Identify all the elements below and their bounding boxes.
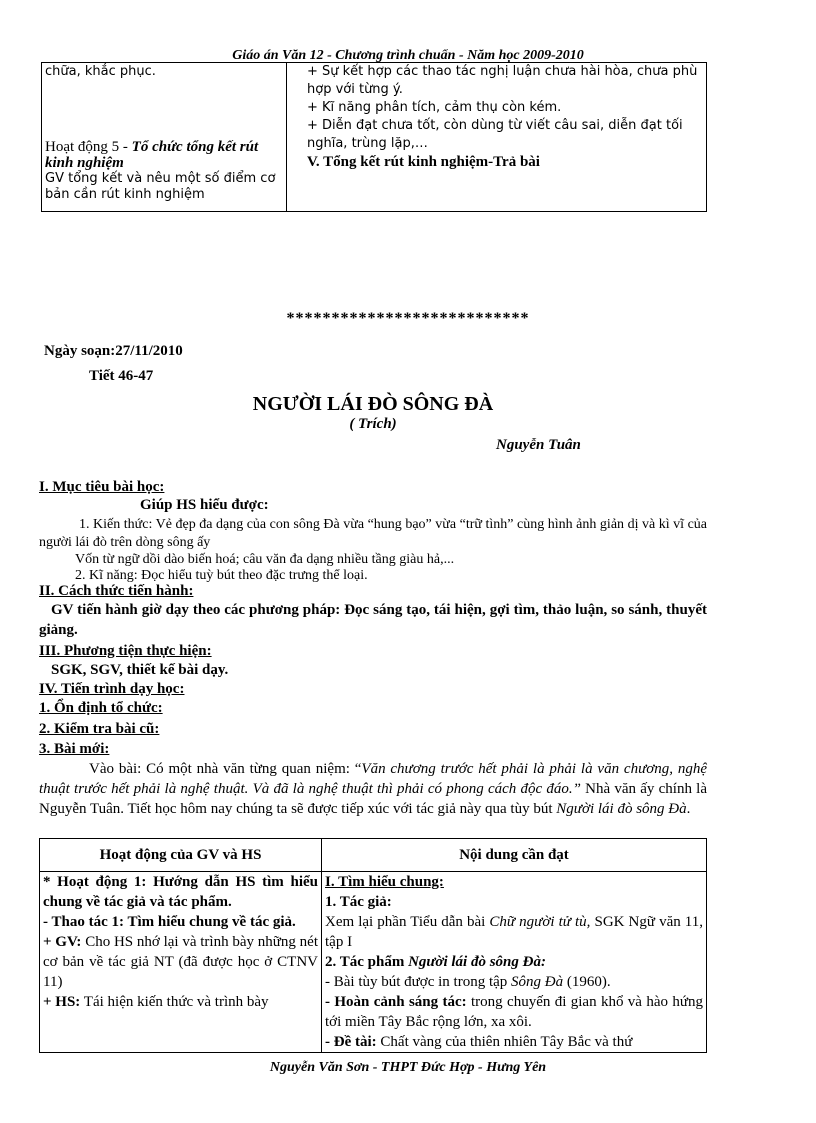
top-table-left-cell (42, 63, 287, 212)
activity-5-prefix: Hoạt động 5 - (45, 139, 132, 155)
preparation-date: Ngày soạn:27/11/2010 (44, 343, 183, 359)
section-ii-heading: II. Cách thức tiến hành: (39, 583, 194, 599)
section-i-heading: I. Mục tiêu bài học: (39, 479, 165, 495)
work-theme: - Đề tài: Chất vàng của thiên nhiên Tây Bắc và thứ (325, 1034, 633, 1050)
materials-text: SGK, SGV, thiết kế bài dạy. (51, 662, 229, 678)
lesson-title: NGƯỜI LÁI ĐÒ SÔNG ĐÀ (252, 393, 494, 415)
activity-5-heading (45, 139, 283, 171)
assessment-line-2: + Kĩ năng phân tích, cảm thụ còn kém. (307, 100, 562, 115)
lesson-introduction: Vào bài: Có một nhà văn từng quan niệm: “Văn chương trước hết phải là phải là văn chương, nghệ thuật trước hết phải là nghệ thuật. Và đã là nghệ thuật thì phải có phong cách độc đáo.” Nhà văn ấy chính là Nguyễn Tuân. Tiết học hôm nay chúng ta sẽ được tiếp xúc với tác giả này qua tùy bút Người lái đò sông Đà. (39, 761, 707, 817)
hs-instruction: + HS: Tái hiện kiến thức và trình bày (43, 994, 269, 1010)
author-text: Xem lại phần Tiểu dẫn bài Chữ người tử tù, SGK Ngữ văn 11, tập I (325, 914, 703, 950)
top-left-text: chữa, khắc phục. (45, 64, 156, 79)
writer-quote: Văn chương trước hết phải là phải là văn chương, nghệ thuật trước hết phải là nghệ thuật. Và đã là nghệ thuật thì phải có phong cách độc đáo.” (39, 761, 707, 797)
method-text: GV tiến hành giờ dạy theo các phương pháp: Đọc sáng tạo, tái hiện, gợi tìm, thảo luận, so sánh, thuyết giảng. (39, 602, 707, 638)
work-title: Người lái đò sông Đà (556, 801, 687, 817)
objectives-intro: Giúp HS hiểu được: (140, 497, 269, 513)
activity-1: * Hoạt động 1: Hướng dẫn HS tìm hiểu chung về tác giả và tác phẩm. (43, 874, 318, 910)
objective-skill: 2. Kĩ năng: Đọc hiểu tuỳ bút theo đặc trưng thể loại. (75, 568, 368, 583)
step-3: 3. Bài mới: (39, 741, 110, 757)
lesson-period: Tiết 46-47 (89, 368, 154, 384)
objective-language: Vốn từ ngữ dồi dào biến hoá; câu văn đa dạng nhiều tầng giàu hả,... (75, 552, 455, 567)
activity-table (39, 838, 707, 1053)
content-heading: I. Tìm hiểu chung: (325, 874, 444, 890)
content-cell (322, 872, 707, 1053)
top-table-right-cell (287, 63, 707, 212)
section-iii-heading: III. Phương tiện thực hiện: (39, 643, 212, 659)
step-1: 1. Ổn định tổ chức: (39, 700, 163, 716)
work-heading: 2. Tác phẩm Người lái đò sông Đà: (325, 954, 546, 970)
lesson-author: Nguyễn Tuân (496, 437, 581, 453)
author-heading: 1. Tác giả: (325, 894, 392, 910)
section-v-heading: V. Tổng kết rút kinh nghiệm-Trả bài (307, 154, 540, 170)
lesson-subtitle: ( Trích) (349, 416, 397, 432)
activity-5-desc: GV tổng kết và nêu một số điểm cơ bản cần rút kinh nghiệm (45, 171, 276, 202)
objective-knowledge: 1. Kiến thức: Vẻ đẹp đa dạng của con sông Đà vừa “hung bạo” vừa “trữ tình” cùng hình ảnh giản dị và kì vĩ của người lái đò trên dòng sông ấy (39, 517, 707, 550)
activity-5-title: Tổ chức tổng kết rút kinh nghiệm (45, 139, 259, 171)
step-2: 2. Kiểm tra bài cũ: (39, 721, 160, 737)
column-header-content: Nội dung cần đạt (322, 839, 707, 872)
page-header: Giáo án Văn 12 - Chương trình chuẩn - Năm học 2009-2010 (232, 48, 584, 63)
work-context: - Hoàn cảnh sáng tác: trong chuyến đi gian khổ và hào hứng tới miền Tây Bắc rộng lớn, xa xôi. (325, 994, 703, 1030)
section-iv-heading: IV. Tiến trình dạy học: (39, 681, 185, 697)
operation-1: - Thao tác 1: Tìm hiểu chung về tác giả. (43, 914, 296, 930)
top-table (41, 62, 707, 212)
assessment-line-3: + Diễn đạt chưa tốt, còn dùng từ viết câu sai, diễn đạt tối nghĩa, trùng lặp,… (307, 118, 683, 151)
assessment-line-1: + Sự kết hợp các thao tác nghị luận chưa hài hòa, chưa phù hợp với từng ý. (307, 64, 698, 97)
column-header-activities: Hoạt động của GV và HS (40, 839, 322, 872)
page-footer: Nguyễn Văn Sơn - THPT Đức Hợp - Hưng Yên (269, 1060, 547, 1075)
work-publication: - Bài tùy bút được in trong tập Sông Đà (1960). (325, 974, 611, 990)
gv-instruction: + GV: Cho HS nhớ lại và trình bày những nét cơ bản về tác giả NT (đã được học ở CTNV 11) (43, 934, 318, 990)
separator-stars: *************************** (286, 310, 530, 327)
activities-cell (40, 872, 322, 1053)
